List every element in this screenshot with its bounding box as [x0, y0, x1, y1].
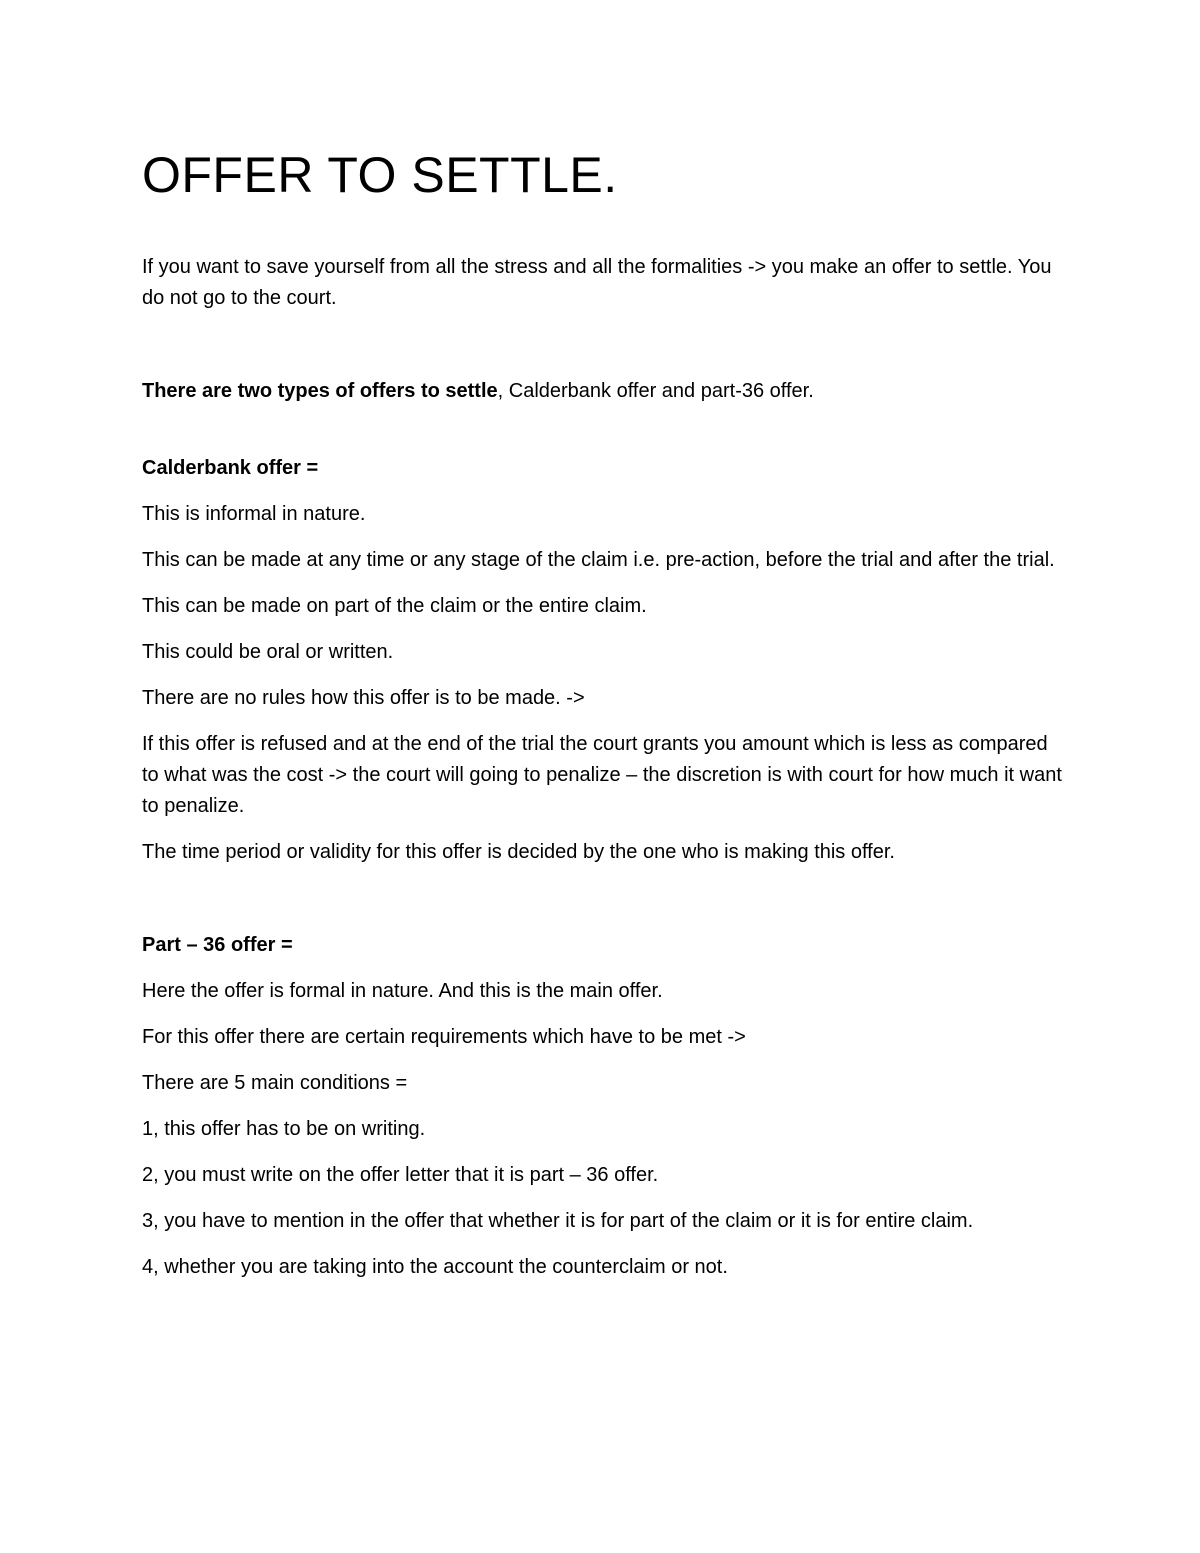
part36-point: For this offer there are certain requirements which have to be met -> [142, 1026, 746, 1048]
part36-point: 3, you have to mention in the offer that whether it is for part of the claim or it is for entire claim. [142, 1210, 974, 1232]
part36-point: There are 5 main conditions = [142, 1072, 408, 1094]
calderbank-point: This could be oral or written. [142, 641, 394, 663]
calderbank-point: This can be made at any time or any stage of the claim i.e. pre-action, before the trial and after the trial. [142, 549, 1055, 571]
offer-types-bold: There are two types of offers to settle [142, 380, 498, 402]
intro-paragraph: If you want to save yourself from all the stress and all the formalities -> you make an offer to settle. You do not go to the court. [142, 256, 1052, 309]
offer-types-paragraph [142, 376, 1062, 407]
part36-point: Here the offer is formal in nature. And this is the main offer. [142, 980, 663, 1002]
part36-point: 2, you must write on the offer letter that it is part – 36 offer. [142, 1164, 659, 1186]
calderbank-point: The time period or validity for this offer is decided by the one who is making this offer. [142, 841, 895, 863]
document-title: OFFER TO SETTLE. [142, 147, 618, 203]
part36-point: 4, whether you are taking into the account the counterclaim or not. [142, 1256, 728, 1278]
calderbank-point: There are no rules how this offer is to be made. -> [142, 687, 585, 709]
document-body [142, 140, 1062, 1298]
offer-types-rest: , Calderbank offer and part-36 offer. [497, 380, 814, 402]
calderbank-heading: Calderbank offer = [142, 457, 319, 479]
calderbank-point: If this offer is refused and at the end of the trial the court grants you amount which is less as compared to what was the cost -> the court will going to penalize – the discretion is with court for how much it want to penalize. [142, 733, 1062, 817]
part36-point: 1, this offer has to be on writing. [142, 1118, 426, 1140]
calderbank-point: This is informal in nature. [142, 503, 366, 525]
part36-heading: Part – 36 offer = [142, 934, 293, 956]
calderbank-point: This can be made on part of the claim or the entire claim. [142, 595, 647, 617]
